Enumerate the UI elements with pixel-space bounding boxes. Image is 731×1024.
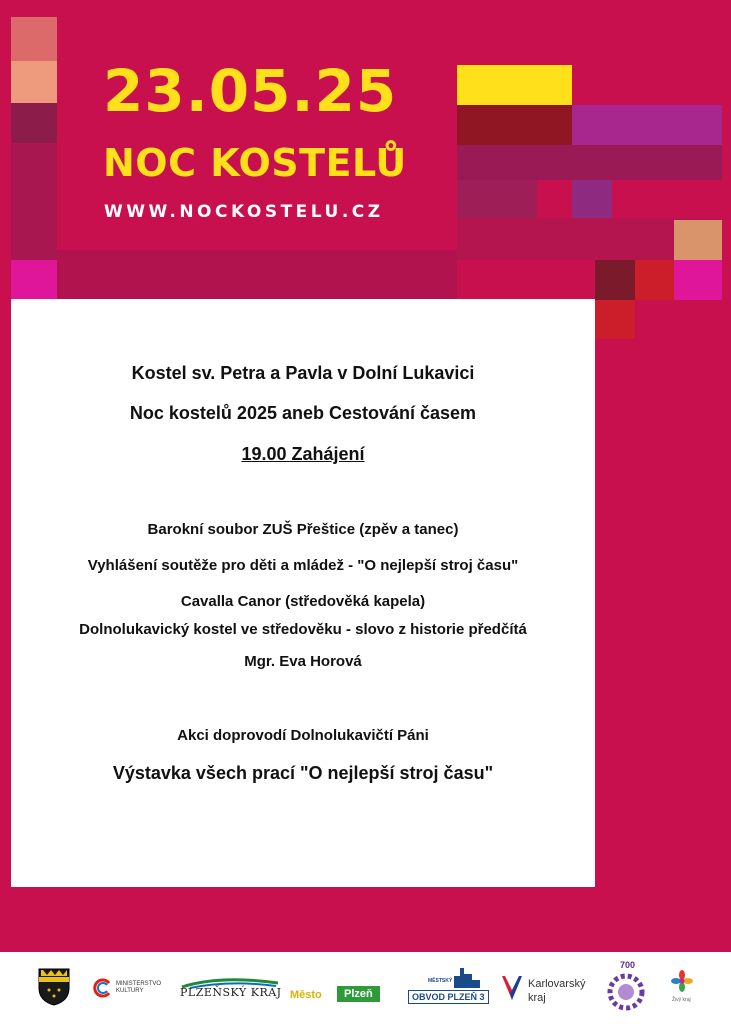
pixel-tile bbox=[57, 250, 457, 299]
pixel-tile bbox=[11, 103, 57, 143]
exhibition: Výstavka všech prací "O nejlepší stroj času" bbox=[112, 763, 494, 783]
ministry-logo-icon bbox=[92, 978, 112, 998]
program-item: Cavalla Canor (středověká kapela) bbox=[180, 593, 426, 610]
ministry-logo-text: MINISTERSTVO KULTURY bbox=[116, 981, 162, 994]
pixel-tile bbox=[572, 105, 722, 145]
coat-of-arms-logo bbox=[38, 968, 70, 1006]
event-subtitle: Noc kostelů 2025 aneb Cestování časem bbox=[129, 403, 477, 423]
pixel-tile bbox=[11, 260, 57, 300]
website-link[interactable]: WWW.NOCKOSTELU.CZ bbox=[104, 202, 384, 222]
pixel-tile bbox=[674, 260, 722, 300]
program-item: Barokní soubor ZUŠ Přeštice (zpěv a tanec) bbox=[147, 521, 459, 538]
obvod-small-text: MĚSTSKÝ bbox=[428, 978, 453, 984]
kraj-text: kraj bbox=[528, 992, 546, 1004]
pixel-tile bbox=[635, 260, 674, 300]
pixel-tile bbox=[572, 180, 612, 218]
plzen-badge: Plzeň bbox=[337, 986, 380, 1002]
pixel-tile bbox=[457, 105, 572, 145]
program-item: Vyhlášení soutěže pro děti a mládež - "O nejlepší stroj času" bbox=[87, 557, 519, 574]
pixel-tile bbox=[11, 17, 57, 61]
program-item: Mgr. Eva Horová bbox=[244, 653, 362, 670]
program-box bbox=[11, 299, 595, 887]
pixel-tile bbox=[11, 143, 57, 260]
event-title: NOC KOSTELŮ bbox=[103, 141, 407, 185]
accompaniment: Akci doprovodí Dolnolukavičtí Páni bbox=[177, 727, 429, 744]
karlovarsky-text: Karlovarský bbox=[528, 978, 586, 990]
pixel-tile bbox=[457, 180, 537, 218]
mesto-text: Město bbox=[290, 989, 322, 1001]
zivy-kraj-text: Živý kraj bbox=[672, 997, 691, 1003]
opening-time: 19.00 Zahájení bbox=[241, 444, 365, 464]
church-name: Kostel sv. Petra a Pavla v Dolní Lukavici bbox=[131, 363, 475, 383]
plzensky-kraj-swoosh-icon bbox=[180, 974, 280, 986]
pixel-tile bbox=[457, 145, 722, 180]
pixel-tile bbox=[457, 65, 572, 105]
sponsor-footer bbox=[0, 952, 731, 1024]
pixel-tile bbox=[595, 300, 635, 339]
event-date: 23.05.25 bbox=[103, 57, 398, 125]
karlovarsky-kraj-icon bbox=[500, 974, 524, 1002]
pixel-tile bbox=[595, 260, 635, 300]
pixel-tile bbox=[674, 220, 722, 260]
zivy-kraj-flower-icon bbox=[671, 970, 693, 992]
obvod-text: OBVOD PLZEŇ 3 bbox=[408, 990, 489, 1004]
pixel-tile bbox=[11, 61, 57, 103]
program-item: Dolnolukavický kostel ve středověku - slovo z historie předčítá bbox=[79, 621, 527, 638]
anniversary-number: 700 bbox=[620, 960, 636, 970]
anniversary-wreath-icon bbox=[604, 970, 648, 1014]
plzensky-kraj-text: PLZEŇSKÝ KRAJ bbox=[180, 986, 282, 999]
